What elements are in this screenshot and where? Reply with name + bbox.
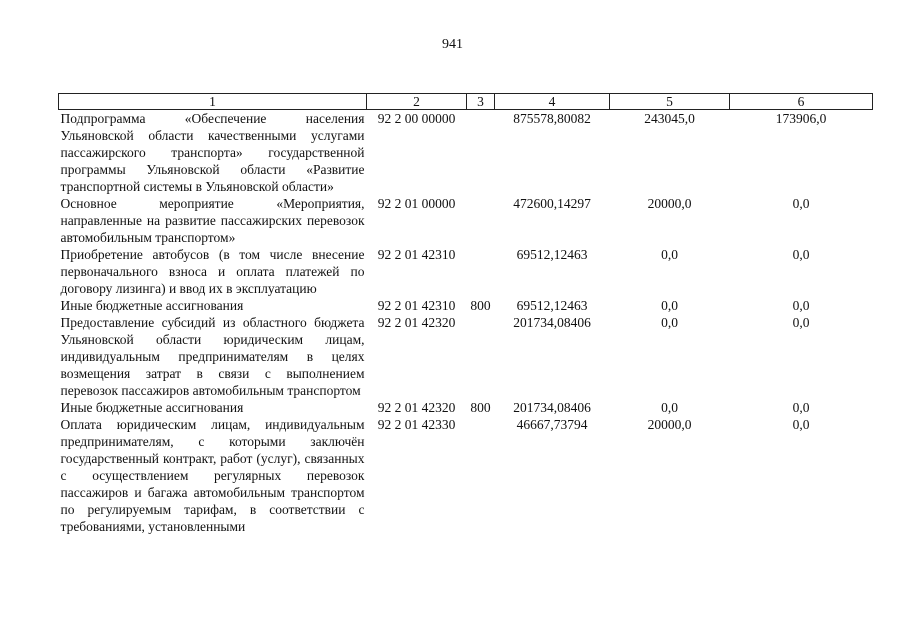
page-number: 941: [442, 37, 463, 52]
row-name: Предоставление субсидий из областного бюджета Ульяновской области юридическим лицам, индивидуальным предпринимателям в целях возмещения затрат в связи с выполнением перевозок пассажиров автомобильным транспортом: [60, 315, 365, 398]
row-value-4: 875578,80082: [513, 111, 591, 126]
row-code: 92 2 01 42320: [377, 315, 456, 330]
row-expense-type: [467, 195, 495, 246]
table-header-row: [59, 94, 873, 110]
row-code: 92 2 01 00000: [377, 196, 456, 211]
row-name: Приобретение автобусов (в том числе внесение первоначального взноса и оплата платежей по договору лизинга) и ввод их в эксплуатацию: [60, 247, 365, 296]
row-value-4: 46667,73794: [516, 417, 588, 432]
table-row: [59, 195, 873, 246]
row-value-5: 20000,0: [647, 196, 692, 211]
row-name: Основное мероприятие «Мероприятия, направленные на развитие пассажирских перевозок автомобильным транспортом»: [60, 196, 365, 245]
column-header: 5: [610, 94, 730, 110]
row-name: Оплата юридическим лицам, индивидуальным предпринимателям, с которыми заключён государственный контракт, работ (услуг), связанных с осуществлением регулярных перевозок пассажиров и багажа автомобильным транспортом по регулируемым тарифам, в соответствии с требованиями, установленными: [60, 417, 365, 534]
row-value-5: 243045,0: [644, 111, 695, 126]
row-value-5: 0,0: [661, 247, 678, 262]
row-value-6: 0,0: [792, 315, 810, 330]
column-header: 1: [59, 94, 367, 110]
row-code: 92 2 00 00000: [377, 111, 456, 126]
row-value-5: 0,0: [661, 315, 678, 330]
row-value-6: 173906,0: [775, 111, 827, 126]
row-code: 92 2 01 42320: [377, 400, 456, 415]
table-row: [59, 246, 873, 297]
table-row: [59, 110, 873, 196]
row-value-4: 201734,08406: [513, 400, 591, 415]
row-value-5: 0,0: [661, 298, 678, 313]
row-expense-type: 800: [470, 298, 491, 313]
row-value-6: 0,0: [792, 247, 810, 262]
row-value-5: 0,0: [661, 400, 678, 415]
row-name: Иные бюджетные ассигнования: [60, 400, 244, 415]
row-value-6: 0,0: [792, 196, 810, 211]
row-code: 92 2 01 42330: [377, 417, 456, 432]
row-code: 92 2 01 42310: [377, 298, 456, 313]
row-expense-type: [467, 416, 495, 535]
table-row: [59, 416, 873, 535]
row-value-4: 472600,14297: [513, 196, 591, 211]
row-expense-type: [467, 110, 495, 196]
budget-table: [58, 93, 873, 535]
column-header: 3: [467, 94, 495, 110]
row-value-6: 0,0: [792, 298, 810, 313]
table-row: [59, 314, 873, 399]
column-header: 2: [367, 94, 467, 110]
row-name: Подпрограмма «Обеспечение населения Ульяновской области качественными услугами пассажирского транспорта» государственной программы Ульяновской области «Развитие транспортной системы в Ульяновской области»: [60, 111, 365, 194]
row-value-4: 69512,12463: [516, 247, 588, 262]
row-expense-type: [467, 246, 495, 297]
column-header: 6: [730, 94, 873, 110]
row-value-6: 0,0: [792, 400, 810, 415]
table-row: [59, 399, 873, 416]
row-value-6: 0,0: [792, 417, 810, 432]
row-value-4: 69512,12463: [516, 298, 588, 313]
row-value-4: 201734,08406: [513, 315, 591, 330]
column-header: 4: [495, 94, 610, 110]
row-code: 92 2 01 42310: [377, 247, 456, 262]
row-name: Иные бюджетные ассигнования: [60, 298, 244, 313]
row-value-5: 20000,0: [647, 417, 692, 432]
table-row: [59, 297, 873, 314]
row-expense-type: 800: [470, 400, 491, 415]
row-expense-type: [467, 314, 495, 399]
